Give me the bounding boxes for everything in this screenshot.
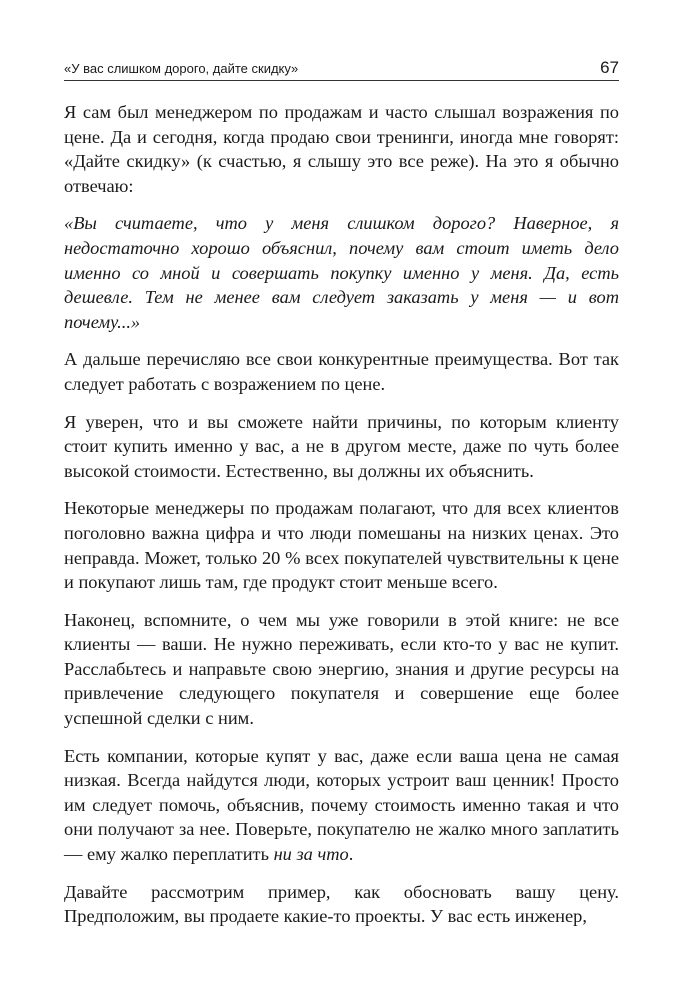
running-title: «У вас слишком дорого, дайте скидку» bbox=[64, 61, 299, 76]
page-number: 67 bbox=[600, 58, 619, 77]
quote-paragraph: «Вы считаете, что у меня слишком дорого? Наверное, я недостаточно хорошо объяснил, почему вам стоит иметь дело именно со мной и совершать покупку именно у меня. Да, есть дешевле. Тем не менее вам следует заказать у меня — и вот почему...» bbox=[64, 213, 619, 332]
paragraph-7 bbox=[64, 744, 619, 867]
body-text bbox=[64, 100, 619, 942]
paragraph-5: Некоторые менеджеры по продажам полагают, что для всех клиентов поголовно важна цифра и что люди помешаны на низких ценах. Это неправда. Может, только 20 % всех покупателей чувствительны к цене и покупают лишь там, где продукт стоит меньше всего. bbox=[64, 498, 619, 593]
running-header bbox=[64, 58, 619, 80]
paragraph-7-end: . bbox=[348, 844, 354, 865]
paragraph-1: Я сам был менеджером по продажам и часто слышал возражения по цене. Да и сегодня, когда продаю свои тренинги, иногда мне говорят: «Дайте скидку» (к счастью, я слышу это все реже). На это я обычно отвечаю: bbox=[64, 102, 619, 196]
paragraph-6: Наконец, вспомните, о чем мы уже говорили в этой книге: не все клиенты — ваши. Не нужно переживать, если кто-то у вас не купит. Расслабьтесь и направьте свою энергию, знания и другие ресурсы на привлечение следующего покупателя и совершение еще более успешной сделки с ним. bbox=[64, 609, 619, 729]
paragraph-4: Я уверен, что и вы сможете найти причины, по которым клиенту стоит купить именно у вас, а не в другом месте, даже по чуть более высокой стоимости. Естественно, вы должны их объяснить. bbox=[64, 411, 619, 481]
paragraph-8: Давайте рассмотрим пример, как обосновать вашу цену. Предположим, вы продаете какие-то проекты. У вас есть инженер, bbox=[64, 881, 619, 927]
header-rule bbox=[64, 80, 619, 81]
emphasis-text: ни за что bbox=[273, 844, 349, 865]
paragraph-3: А дальше перечисляю все свои конкурентные преимущества. Вот так следует работать с возражением по цене. bbox=[64, 349, 619, 394]
paragraph-7-text: Есть компании, которые купят у вас, даже если ваша цена не самая низкая. Всегда найдутся люди, которых устроит ваш ценник! Просто им следует помочь, объяснив, почему стоимость именно такая и что они получают за нее. Поверьте, покупателю не жалко много заплатить — ему жалко переплатить bbox=[64, 745, 619, 865]
